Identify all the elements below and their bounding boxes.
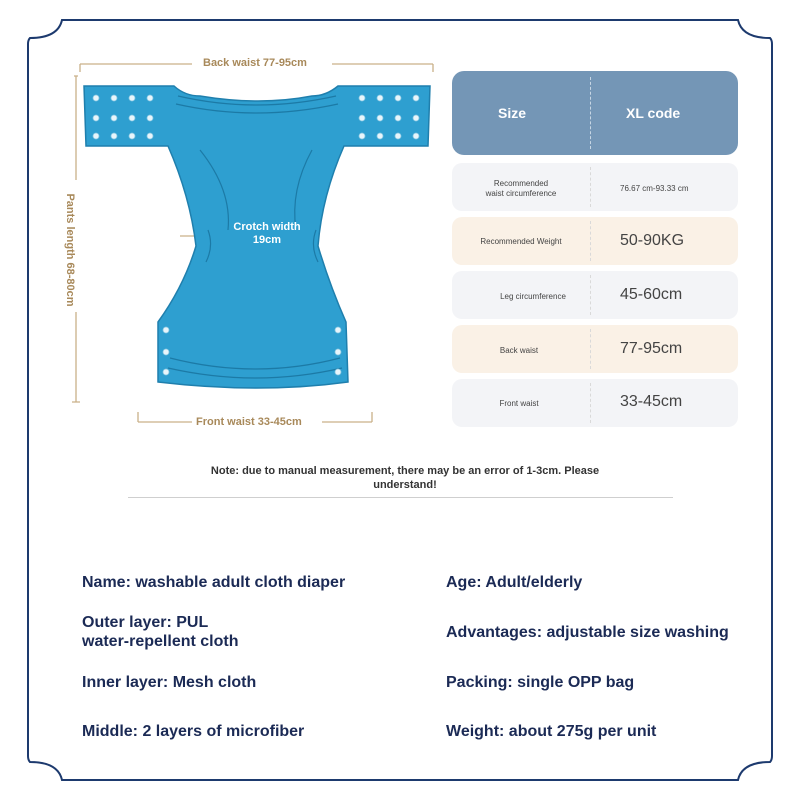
row-divider (590, 329, 591, 369)
size-column-header: Size (498, 105, 527, 121)
row-divider (590, 383, 591, 423)
back-waist-dimension: Back waist 77-95cm (203, 57, 307, 69)
table-row-recommended-weight (452, 217, 738, 265)
spec-outer-line2: water-repellent cloth (82, 633, 239, 650)
table-row-waist-circumference (452, 163, 738, 211)
measurement-note (165, 464, 645, 492)
row-value: 50-90KG (620, 232, 685, 249)
crotch-width-dimension (222, 221, 312, 247)
row-value: 45-60cm (620, 286, 683, 303)
header-divider (590, 77, 591, 149)
row-value: 77-95cm (620, 340, 683, 357)
xl-code-column-header: XL code (626, 105, 681, 121)
row-divider (590, 275, 591, 315)
spec-weight: Weight: about 275g per unit (446, 723, 657, 740)
divider (128, 497, 673, 498)
row-divider (590, 221, 591, 261)
spec-packing: Packing: single OPP bag (446, 674, 635, 691)
size-table-header (452, 71, 738, 155)
row-divider (590, 167, 591, 207)
row-value: 76.67 cm-93.33 cm (620, 184, 689, 193)
row-label: Recommended Weight (480, 237, 562, 246)
row-label (458, 179, 584, 199)
table-row-back-waist (452, 325, 738, 373)
front-waist-dimension: Front waist 33-45cm (196, 416, 302, 428)
spec-name: Name: washable adult cloth diaper (82, 574, 346, 591)
table-row-leg-circumference (452, 271, 738, 319)
spec-advantages: Advantages: adjustable size washing (446, 624, 729, 641)
note-line2: understand! (373, 479, 437, 491)
row-value: 33-45cm (620, 393, 683, 410)
row-label: Back waist (499, 346, 539, 355)
row-label-line1: Recommended (493, 179, 549, 188)
row-label: Leg circumference (500, 292, 566, 301)
spec-outer-layer (82, 613, 238, 651)
crotch-width-value: 19cm (252, 234, 282, 246)
spec-inner-layer: Inner layer: Mesh cloth (82, 674, 257, 691)
spec-outer-line1: Outer layer: PUL (82, 614, 209, 631)
note-line1: Note: due to manual measurement, there may be an error of 1-3cm. Please (210, 465, 600, 477)
table-row-front-waist (452, 379, 738, 427)
spec-age: Age: Adult/elderly (446, 574, 583, 591)
pants-length-dimension: Pants length 68-80cm (64, 193, 76, 307)
spec-middle-layer: Middle: 2 layers of microfiber (82, 723, 305, 740)
row-label: Front waist (499, 399, 539, 408)
crotch-width-label: Crotch width (233, 221, 301, 233)
row-label-line2: waist circumference (485, 189, 557, 198)
